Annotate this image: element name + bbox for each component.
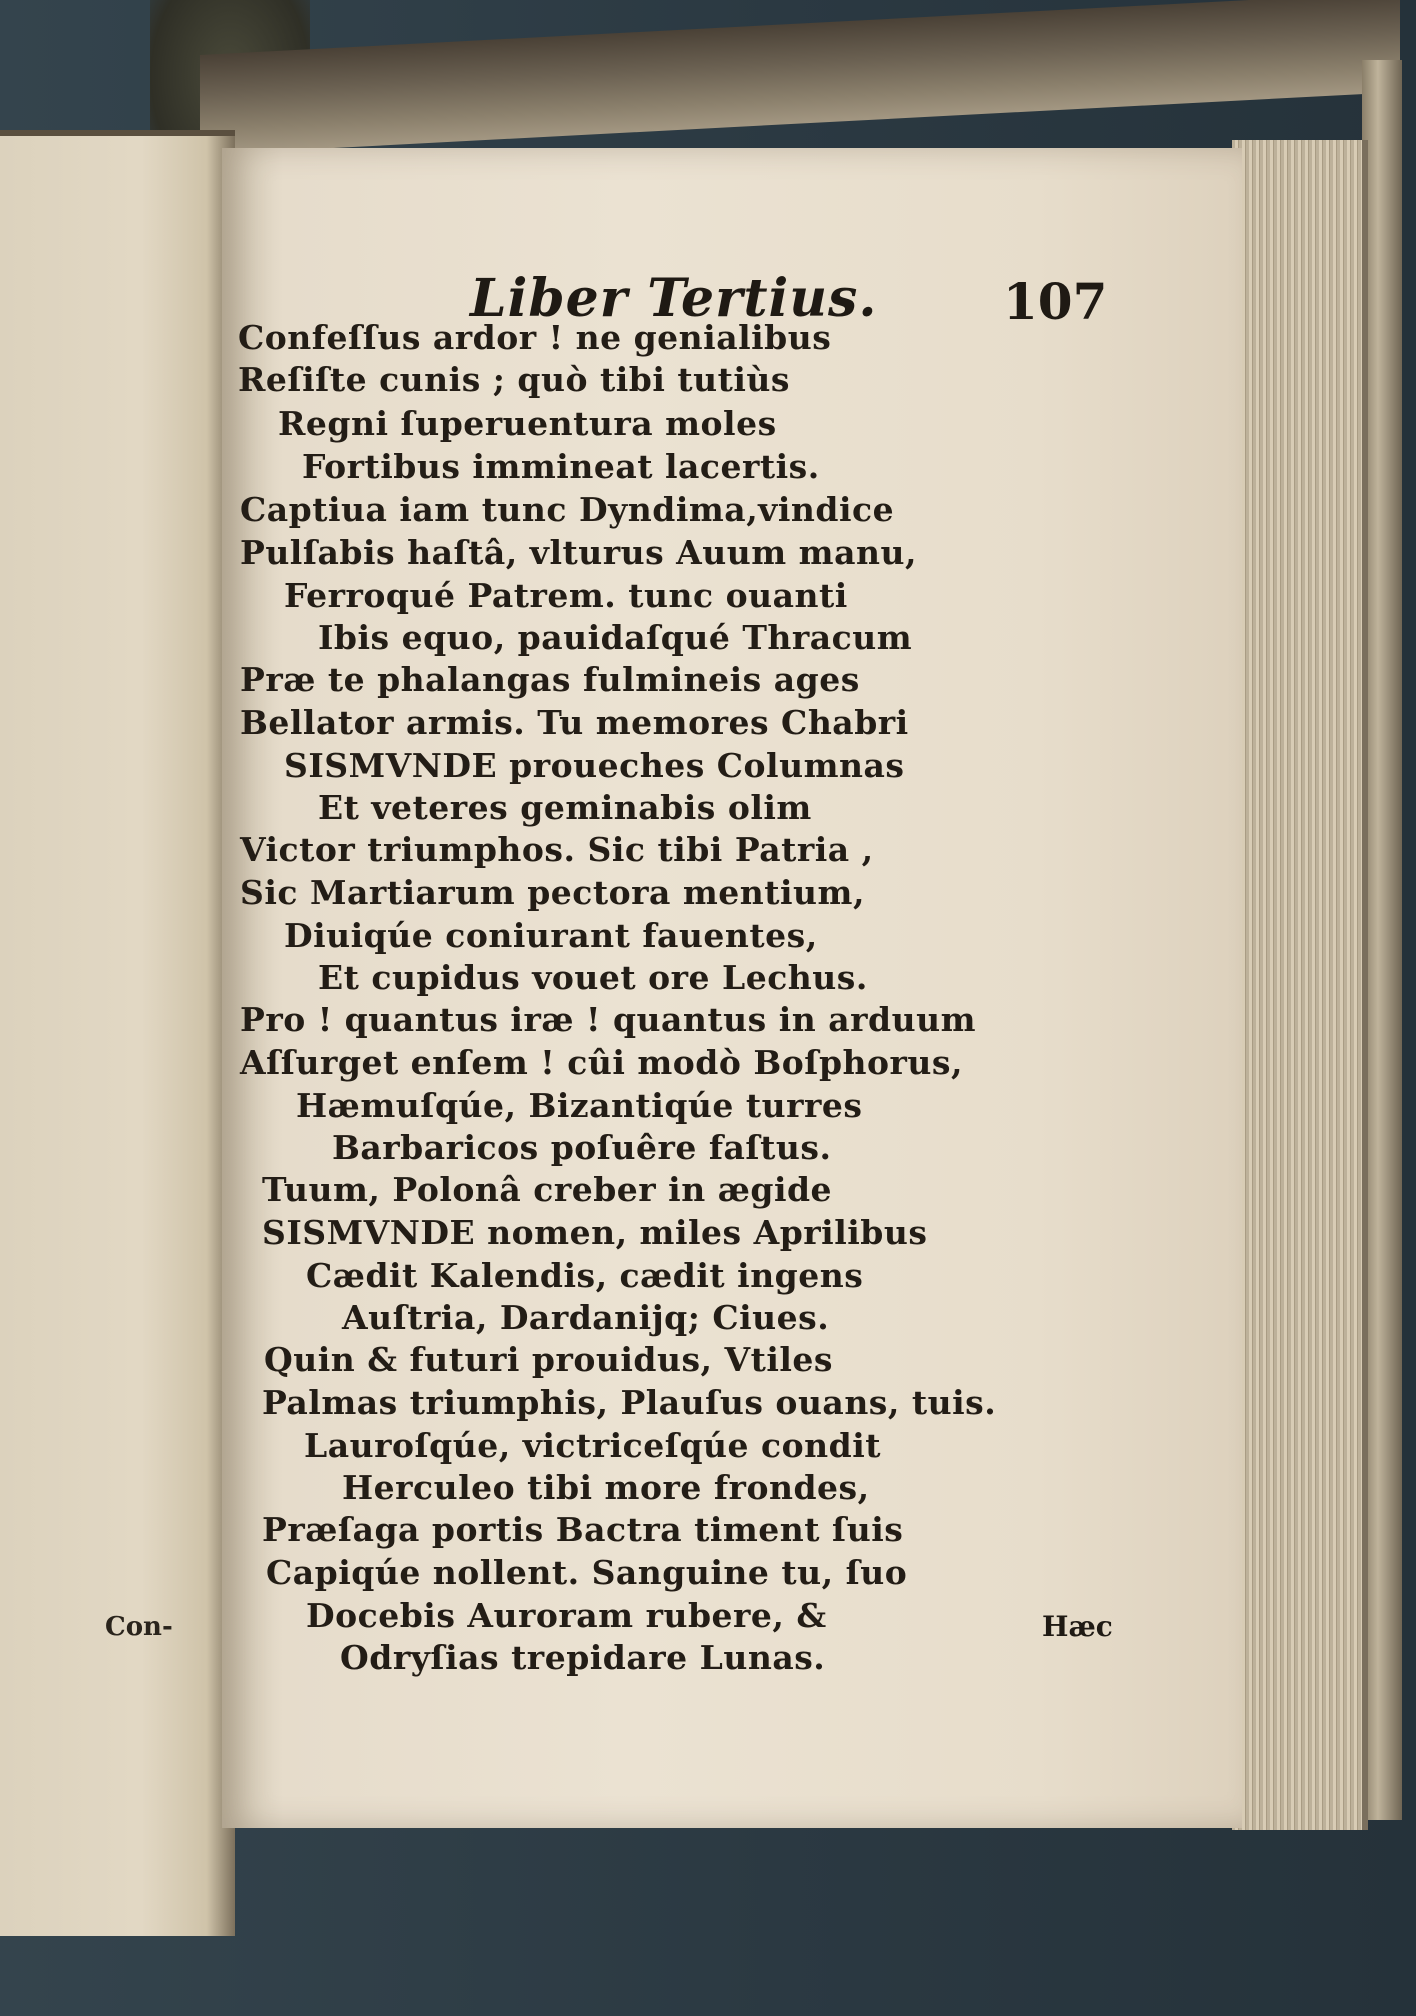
catchword: Hæc (1042, 1610, 1113, 1643)
poem-line: Et veteres geminabis olim (318, 788, 812, 827)
poem-line: Præ te phalangas fulmineis ages (240, 660, 860, 699)
poem-line: Auſtria, Dardanijq; Ciues. (342, 1298, 830, 1337)
poem-line: Odryſias trepidare Lunas. (340, 1638, 826, 1677)
poem-line: SISMVNDE nomen, miles Aprilibus (262, 1213, 928, 1252)
poem-line: Cædit Kalendis, cædit ingens (306, 1256, 864, 1295)
poem-line: Ibis equo, pauidaſqué Thracum (318, 618, 913, 657)
poem-line: Tuum, Polonâ creber in ægide (262, 1170, 833, 1209)
poem-line: Victor triumphos. Sic tibi Patria , (240, 830, 874, 869)
poem-line: Regni ſuperuentura moles (278, 404, 777, 443)
poem-line: Capiqúe nollent. Sanguine tu, ſuo (266, 1553, 908, 1592)
left-catchword: Con- (105, 1612, 173, 1642)
poem-line: Aſſurget enſem ! cûi modò Boſphorus, (240, 1043, 963, 1082)
poem-line: Præſaga portis Bactra timent ſuis (262, 1510, 904, 1549)
poem-line: Sic Martiarum pectora mentium, (240, 873, 865, 912)
poem-line: Bellator armis. Tu memores Chabri (240, 703, 909, 742)
poem-line: Reſiſte cunis ; quò tibi tutiùs (238, 360, 790, 399)
poem-line: Lauroſqúe, victriceſqúe condit (304, 1426, 881, 1465)
poem-line: Pro ! quantus iræ ! quantus in arduum (240, 1000, 976, 1039)
poem-line: Palmas triumphis, Plauſus ouans, tuis. (262, 1383, 997, 1422)
poem-line: SISMVNDE proueches Columnas (284, 746, 905, 785)
poem-line: Quin & futuri prouidus, Vtiles (264, 1340, 833, 1379)
poem-line: Herculeo tibi more frondes, (342, 1468, 870, 1507)
poem-line: Barbaricos poſuêre faſtus. (332, 1128, 832, 1167)
running-head: Liber Tertius. (470, 268, 878, 329)
poem-line: Hæmuſqúe, Bizantiqúe turres (296, 1086, 863, 1125)
poem-line: Et cupidus vouet ore Lechus. (318, 958, 868, 997)
poem-line: Diuiqúe coniurant fauentes, (284, 916, 818, 955)
poem-line: Docebis Auroram rubere, & (306, 1596, 827, 1635)
poem-line: Captiua iam tunc Dyndima,vindice (240, 490, 895, 529)
page-number: 107 (1003, 272, 1108, 331)
poem-line: Confeſſus ardor ! ne genialibus (238, 318, 832, 357)
poem-line: Pulſabis haſtâ, vlturus Auum manu, (240, 533, 917, 572)
poem-line: Ferroqué Patrem. tunc ouanti (284, 576, 848, 615)
poem-line: Fortibus immineat lacertis. (302, 447, 820, 486)
